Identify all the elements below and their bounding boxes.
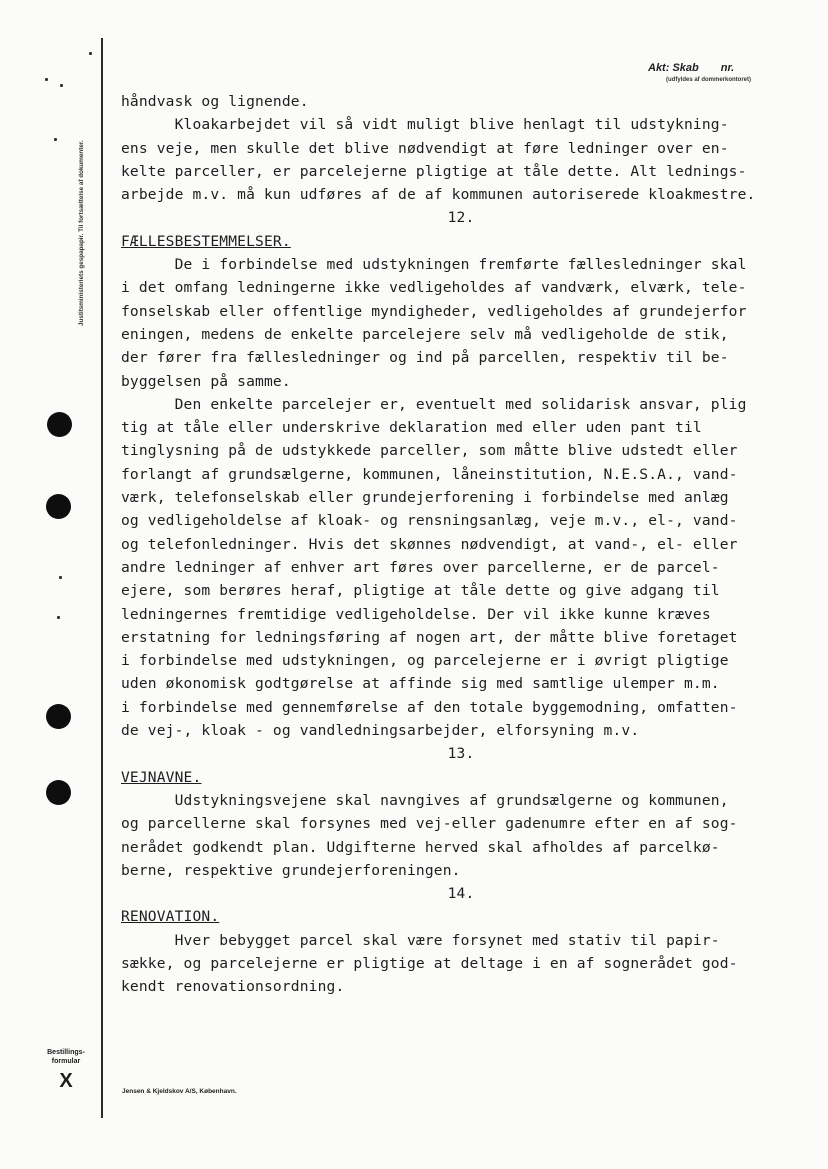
text-line: der fører fra fællesledninger og ind på parcellen, respektiv til be- [121,349,729,367]
text-line: kendt renovationsordning. [121,978,345,996]
akt-label: Akt: Skab nr. [648,62,735,74]
order-forms-text: Bestillings- formular [47,1049,85,1065]
text-line: arbejde m.v. må kun udføres af de af kommunen autoriserede kloakmestre. [121,186,756,204]
section-heading: RENOVATION. [121,908,220,926]
margin-vertical-text: Justitsministeriets gespapapir. Til fortsættelse af dokumenter. [78,140,85,326]
text-line: Udstykningsvejene skal navngives af grundsælgerne og kommunen, [121,791,729,809]
text-line: ejere, som berøres heraf, pligtige at tåle dette og give adgang til [121,582,720,600]
text-line: og telefonledninger. Hvis det skønnes nødvendigt, at vand-, el- eller [121,535,738,553]
text-line: erstatning for ledningsføring af nogen art, der måtte blive foretaget [121,628,738,646]
text-line: værk, telefonselskab eller grundejerforening i forbindelse med anlæg [121,489,729,507]
text-line: i forbindelse med gennemførelse af den totale byggemodning, omfatten- [121,698,738,716]
text-line: Kloakarbejdet vil så vidt muligt blive henlagt til udstykning- [121,116,729,134]
punch-hole [47,412,72,437]
text-line: og vedligeholdelse af kloak- og rensningsanlæg, veje m.v., el-, vand- [121,512,738,530]
section-number: 12. [447,209,475,227]
text-line: kelte parceller, er parcelejerne pligtige at tåle dette. Alt lednings- [121,162,747,180]
section-heading: VEJNAVNE. [121,768,202,786]
punch-hole [46,494,71,519]
section-heading: FÆLLESBESTEMMELSER. [121,232,291,250]
text-line: ens veje, men skulle det blive nødvendigt at føre ledninger over en- [121,139,729,157]
punch-hole [46,704,71,729]
text-line: Hver bebygget parcel skal være forsynet med stativ til papir- [121,931,720,949]
text-line: andre ledninger af enhver art føres over parcellerne, er de parcel- [121,558,720,576]
margin-rule [101,38,103,1118]
text-line: uden økonomisk godtgørelse at affinde sig med samtlige ulemper m.m. [121,675,720,693]
text-line: ledningernes fremtidige vedligeholdelse. Der vil ikke kunne kræves [121,605,711,623]
text-line: De i forbindelse med udstykningen fremførte fællesledninger skal [121,256,747,274]
punch-hole [46,780,71,805]
text-line: fonselskab eller offentlige myndigheder, vedligeholdes af grundejerfor [121,302,747,320]
text-line: eningen, medens de enkelte parcelejere selv må vedligeholde de stik, [121,325,729,343]
text-line: Den enkelte parcelejer er, eventuelt med solidarisk ansvar, plig [121,395,747,413]
speck [60,84,63,87]
text-line: tinglysning på de udstykkede parceller, som måtte blive udstedt eller [121,442,738,460]
text-line: sække, og parcelejerne er pligtige at deltage i en af sognerådet god- [121,954,738,972]
text-line: tig at tåle eller underskrive deklaration med eller uden pant til [121,419,702,437]
speck [54,138,57,141]
printer-imprint: Jensen & Kjeldskov A/S, København. [122,1088,237,1095]
order-forms-label [38,1048,94,1092]
text-line: i det omfang ledningerne ikke vedligeholdes af vandværk, elværk, tele- [121,279,747,297]
order-forms-mark: X [59,1070,73,1092]
document-body [121,90,801,999]
text-line: berne, respektive grundejerforeningen. [121,861,461,879]
text-line: og parcellerne skal forsynes med vej-eller gadenumre efter en af sog- [121,815,738,833]
section-number: 13. [447,745,475,763]
text-line: byggelsen på samme. [121,372,291,390]
speck [89,52,92,55]
text-line: i forbindelse med udstykningen, og parcelejerne er i øvrigt pligtige [121,652,729,670]
text-line: håndvask og lignende. [121,93,309,110]
section-number: 14. [447,885,475,903]
speck [57,616,60,619]
text-line: de vej-, kloak - og vandledningsarbejder, elforsyning m.v. [121,722,640,740]
text-line: forlangt af grundsælgerne, kommunen, låneinstitution, N.E.S.A., vand- [121,465,738,483]
speck [45,78,48,81]
akt-note: (udfyldes af dommerkontoret) [666,77,752,83]
text-line: nerådet godkendt plan. Udgifterne herved skal afholdes af parcelkø- [121,838,720,856]
speck [59,576,62,579]
